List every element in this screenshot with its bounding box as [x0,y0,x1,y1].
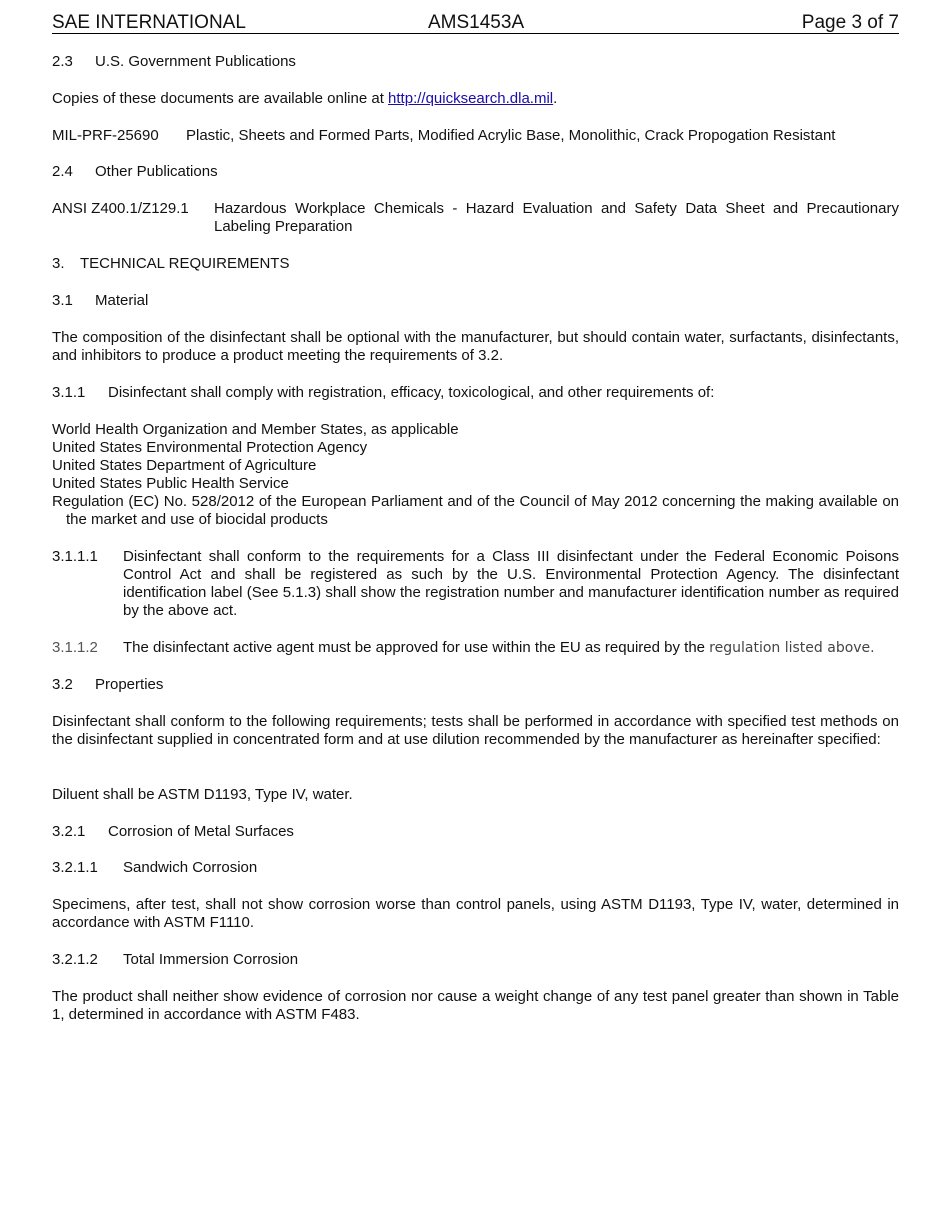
section-3-heading [52,255,899,273]
section-number: 3.2.1.1 [52,859,98,876]
section-number: 3.1.1.2 [52,639,98,656]
agency-item: United States Public Health Service [52,475,289,492]
section-number: 3.1 [52,292,73,309]
agency-item: World Health Organization and Member States, as applicable [52,421,459,438]
section-title: Material [95,292,149,309]
section-number: 2.3 [52,53,73,70]
section-3-2-1-heading [52,823,899,841]
section-title: U.S. Government Publications [95,53,296,70]
section-number: 3.2.1 [52,823,86,840]
ref-ansi-z400 [52,200,899,236]
copies-end: . [553,90,558,107]
section-title: Properties [95,676,164,693]
ref-title: Plastic, Sheets and Formed Parts, Modified Acrylic Base, Monolithic, Crack Propogation Resistant [186,127,836,144]
section-text: Disinfectant shall comply with registration, efficacy, toxicological, and other requirements of: [108,384,715,401]
section-number: 3.2 [52,676,73,693]
agency-item: Regulation (EC) No. 528/2012 of the European Parliament and of the Council of May 2012 concerning the making available on the market and use of biocidal products [52,493,899,528]
section-number: 3.1.1.1 [52,548,98,565]
agency-item: United States Environmental Protection Agency [52,439,368,456]
section-3-1-1-2 [52,639,899,657]
properties-paragraph: Disinfectant shall conform to the following requirements; tests shall be performed in accordance with specified test methods on the disinfectant supplied in concentrated form and at use dilution recommended by the manufacturer as hereinafter specified: [52,713,899,748]
section-number: 3.1.1 [52,384,86,401]
page-header [52,12,899,34]
section-title: Other Publications [95,163,218,180]
section-title: Total Immersion Corrosion [123,951,299,968]
section-text-tail: regulation listed above. [709,640,875,656]
ref-title: Hazardous Workplace Chemicals - Hazard Evaluation and Safety Data Sheet and Precautionary Labeling Preparation [214,200,899,235]
section-title: Sandwich Corrosion [123,859,258,876]
section-3-1-1-1 [52,548,899,620]
material-paragraph: The composition of the disinfectant shall be optional with the manufacturer, but should contain water, surfactants, disinfectants, and inhibitors to produce a product meeting the requirements of 3.2. [52,329,899,364]
copies-text: Copies of these documents are available online at [52,90,389,107]
copies-paragraph [52,90,899,108]
header-doc-id: AMS1453A [428,12,525,33]
section-2-4-heading [52,163,899,181]
section-number: 3. [52,255,65,272]
section-3-2-1-2-heading [52,951,899,969]
diluent-paragraph: Diluent shall be ASTM D1193, Type IV, water. [52,786,353,803]
immersion-corrosion-paragraph: The product shall neither show evidence of corrosion nor cause a weight change of any test panel greater than shown in Table 1, determined in accordance with ASTM F483. [52,988,899,1023]
header-page-number: Page 3 of 7 [801,12,899,33]
section-2-3-heading [52,53,899,71]
header-org: SAE INTERNATIONAL [52,12,246,33]
section-3-2-heading [52,676,899,694]
section-text: The disinfectant active agent must be approved for use within the EU as required by the [123,639,710,656]
section-number: 2.4 [52,163,73,180]
section-title: Corrosion of Metal Surfaces [108,823,294,840]
agency-item: United States Department of Agriculture [52,457,317,474]
sandwich-corrosion-paragraph: Specimens, after test, shall not show corrosion worse than control panels, using ASTM D1193, Type IV, water, determined in accordance with ASTM F1110. [52,896,899,931]
ref-code: MIL-PRF-25690 [52,127,159,144]
section-3-1-1-heading [52,384,899,402]
quicksearch-link[interactable]: http://quicksearch.dla.mil [388,90,554,107]
ref-code: ANSI Z400.1/Z129.1 [52,200,189,217]
section-3-2-1-1-heading [52,859,899,877]
section-title: TECHNICAL REQUIREMENTS [80,255,290,272]
section-text: Disinfectant shall conform to the requirements for a Class III disinfectant under the Federal Economic Poisons Control Act and shall be registered as such by the U.S. Environmental Protection Agency. The disinfectant identification label (See 5.1.3) shall show the registration number and manufacturer identification number as required by the above act. [123,548,899,619]
section-number: 3.2.1.2 [52,951,98,968]
section-3-1-heading [52,292,899,310]
